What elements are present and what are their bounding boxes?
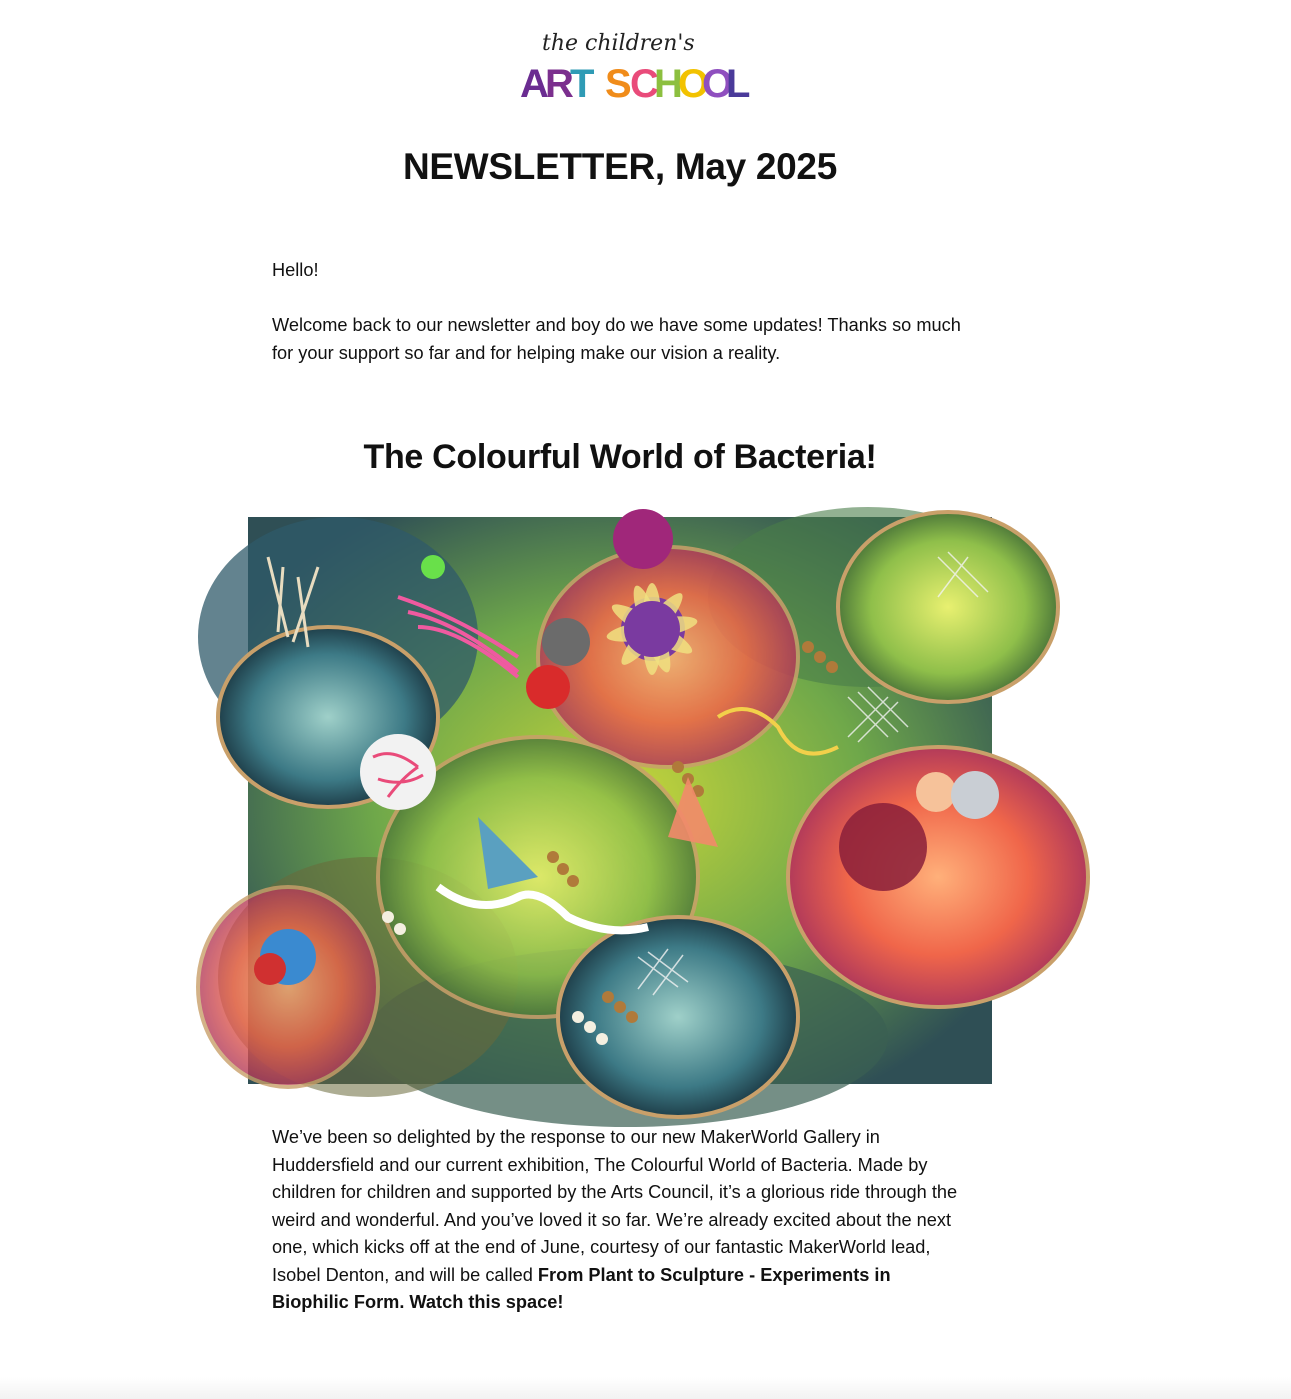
section-title: The Colourful World of Bacteria!	[363, 438, 877, 476]
article-paragraph	[272, 1124, 972, 1317]
logo-letter: H	[654, 62, 683, 106]
logo-letter: C	[630, 62, 659, 106]
article-text: We’ve been so delighted by the response to our new MakerWorld Gallery in Huddersfield and our current exhibition, The Colourful World of Bacteria. Made by children for children and supported by the Arts Council, it’s a glorious ride through the weird and wonderful. And you’ve loved it so far. We’re already excited about the next one, which kicks off at the end of June, courtesy of our fantastic MakerWorld lead, Isobel Denton, and will be called	[272, 1127, 958, 1285]
logo-letter: R	[545, 62, 574, 106]
logo-letter: S	[605, 62, 632, 106]
intro-paragraph: Welcome back to our newsletter and boy do we have some updates! Thanks so much for your support so far and for helping make our vision a reality.	[272, 315, 961, 363]
newsletter-title: NEWSLETTER, May 2025	[402, 146, 837, 187]
page-bottom-edge	[0, 1377, 1291, 1399]
logo-letter: A	[520, 62, 549, 106]
logo-letter: O	[702, 62, 734, 106]
logo-letter: T	[570, 62, 595, 106]
logo-wordmark	[520, 62, 750, 106]
logo-tagline: the children's	[542, 31, 695, 56]
greeting-text: Hello!	[272, 260, 319, 280]
logo-letter: O	[678, 62, 710, 106]
logo-letter: L	[726, 62, 751, 106]
article-bold-text: From Plant to Sculpture - Experiments in Biophilic Form. Watch this space!	[272, 1264, 891, 1312]
childrens-art-school-logo	[516, 26, 751, 106]
bacteria-artwork-photo	[248, 517, 992, 1084]
